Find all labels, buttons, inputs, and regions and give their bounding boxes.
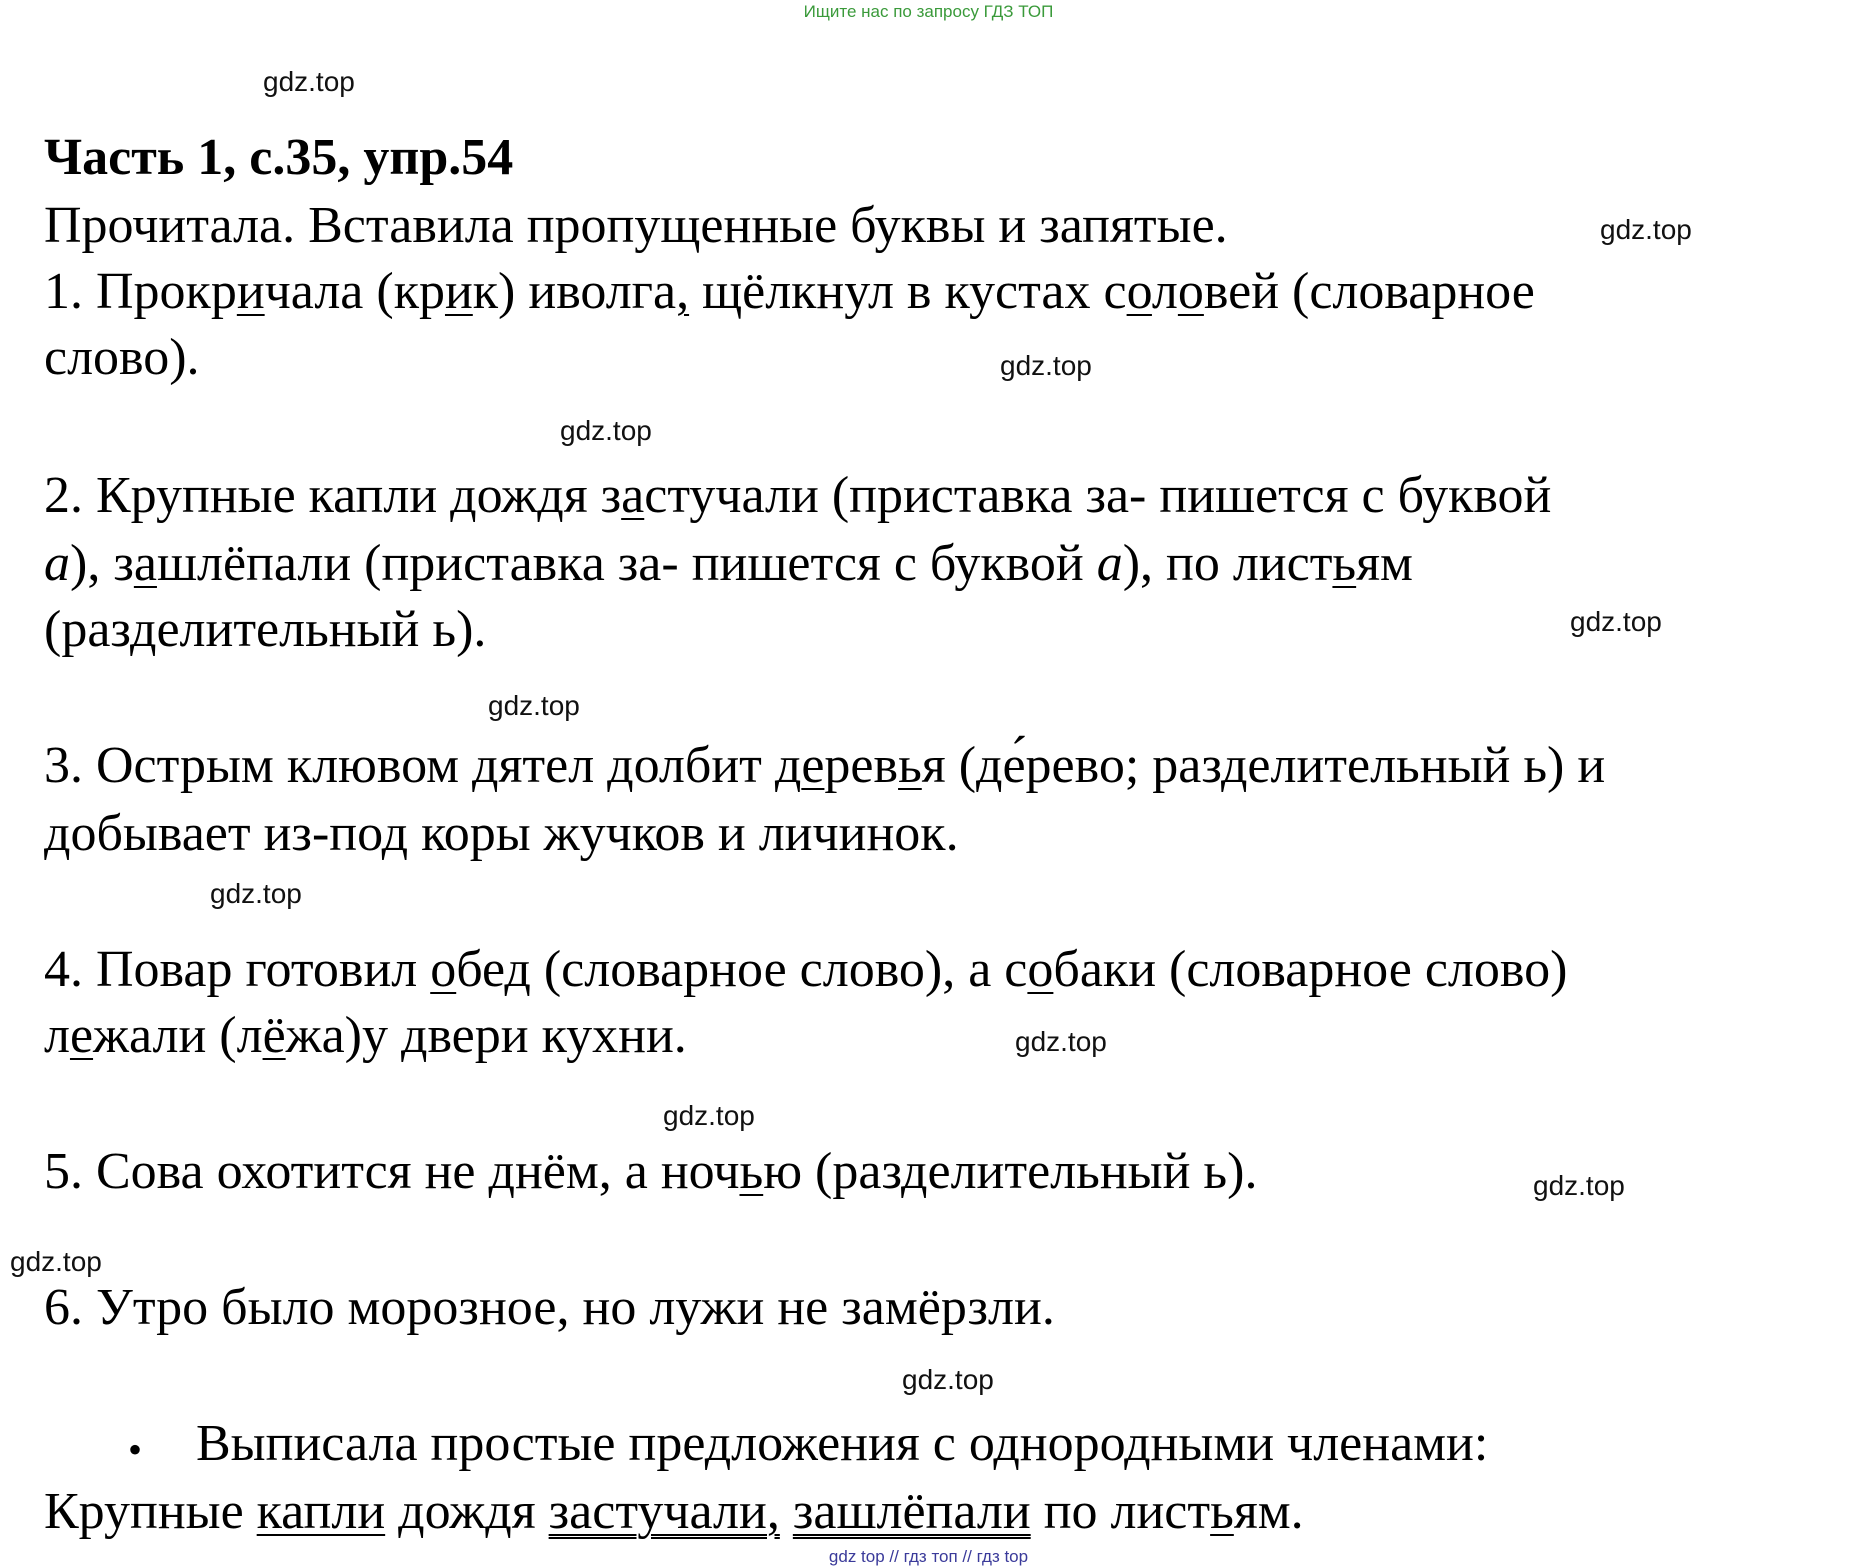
watermark: gdz.top xyxy=(1015,1026,1107,1057)
text: к) иволга xyxy=(472,263,677,320)
text: дождя xyxy=(385,1483,549,1540)
sentence-1-line-1 xyxy=(44,262,1535,321)
sentence-6: 6. Утро было морозное, но лужи не замёрзли. xyxy=(44,1279,1055,1336)
underlined-comma: , xyxy=(676,263,690,320)
text: 1. Прокр xyxy=(44,263,237,320)
underlined-letter: о xyxy=(1027,941,1054,998)
bullet-icon: • xyxy=(128,1427,143,1472)
text: 5. Сова охотится не днём, а ноч xyxy=(44,1143,740,1200)
text: по лист xyxy=(1030,1483,1211,1540)
watermark: gdz.top xyxy=(560,415,652,446)
task-text: Выписала простые предложения с однородными членами: xyxy=(196,1415,1489,1472)
text: рев xyxy=(824,737,899,794)
underlined-letter: о xyxy=(1177,263,1204,320)
sentence-4-line-1 xyxy=(44,940,1567,999)
underlined-letter: и xyxy=(444,263,473,320)
subject-underline: капли xyxy=(256,1483,386,1540)
text: ), по лист xyxy=(1122,535,1333,592)
underlined-letter: ь xyxy=(739,1143,764,1200)
watermark: gdz.top xyxy=(1000,350,1092,381)
watermark: gdz.top xyxy=(210,878,302,909)
bottom-banner: gdz top // гдз топ // гдз top xyxy=(828,1547,1029,1566)
text: шлёпали (приставка за- пишется с буквой xyxy=(156,535,1097,592)
text: вей (словарное xyxy=(1203,263,1535,320)
sentence-5 xyxy=(44,1142,1257,1201)
italic-letter: а xyxy=(1096,535,1123,592)
text: л xyxy=(1151,263,1178,320)
text: Крупные xyxy=(44,1483,257,1540)
underlined-letter: е xyxy=(801,737,825,794)
text: 4. Повар готовил xyxy=(44,941,431,998)
underlined-letter: о xyxy=(430,941,457,998)
underlined-letter: и xyxy=(236,263,265,320)
underlined-letter: ь xyxy=(1210,1483,1234,1540)
intro-text: Прочитала. Вставила пропущенные буквы и запятые. xyxy=(44,197,1228,254)
text: бед (словарное слово), а с xyxy=(456,941,1028,998)
text: стучали (приставка за- пишется с буквой xyxy=(644,467,1552,524)
underlined-letter: о xyxy=(1126,263,1152,320)
watermark: gdz.top xyxy=(263,66,355,97)
text: чала (кр xyxy=(264,263,445,320)
underlined-letter: а xyxy=(621,467,645,524)
watermark: gdz.top xyxy=(1570,606,1662,637)
text: ю (разделительный ь). xyxy=(763,1143,1258,1200)
watermark: gdz.top xyxy=(488,690,580,721)
text: баки (словарное слово) xyxy=(1053,941,1568,998)
sentence-2-line-2 xyxy=(44,534,1413,593)
text: ), з xyxy=(70,535,134,592)
sentence-4-line-2 xyxy=(44,1006,687,1065)
sentence-2-line-1 xyxy=(44,466,1551,525)
predicate-underline: зашлёпали xyxy=(792,1483,1031,1540)
text: щёлкнул в кустах с xyxy=(689,263,1127,320)
sentence-3-line-2: добывает из-под коры жучков и личинок. xyxy=(44,805,959,862)
top-banner: Ищите нас по запросу ГДЗ ТОП xyxy=(803,2,1054,21)
watermark: gdz.top xyxy=(663,1100,755,1131)
text xyxy=(780,1483,793,1540)
text: ям. xyxy=(1233,1483,1304,1540)
text: л xyxy=(44,1007,70,1064)
underlined-letter: ь xyxy=(1332,535,1357,592)
watermark: gdz.top xyxy=(1533,1170,1625,1201)
underlined-letter: ё xyxy=(262,1007,286,1064)
text: ям xyxy=(1356,535,1413,592)
underlined-letter: а xyxy=(133,535,157,592)
text: 2. Крупные капли дождя з xyxy=(44,467,622,524)
predicate-underline: застучали, xyxy=(548,1483,780,1540)
text: жали (л xyxy=(93,1007,263,1064)
text: я (де́рево; разделительный ь) и xyxy=(921,737,1606,794)
page-title: Часть 1, с.35, упр.54 xyxy=(44,129,514,186)
underlined-letter: е xyxy=(69,1007,94,1064)
text: 3. Острым клювом дятел долбит д xyxy=(44,737,802,794)
underlined-letter: ь xyxy=(898,737,922,794)
text: жа)у двери кухни. xyxy=(285,1007,687,1064)
watermark: gdz.top xyxy=(1600,214,1692,245)
sentence-2-line-3: (разделительный ь). xyxy=(44,601,487,658)
answer-line xyxy=(44,1482,1304,1541)
sentence-3-line-1 xyxy=(44,736,1605,795)
watermark: gdz.top xyxy=(10,1246,102,1277)
italic-letter: а xyxy=(44,535,70,592)
sentence-1-line-2: слово). xyxy=(44,329,200,386)
watermark: gdz.top xyxy=(902,1364,994,1395)
